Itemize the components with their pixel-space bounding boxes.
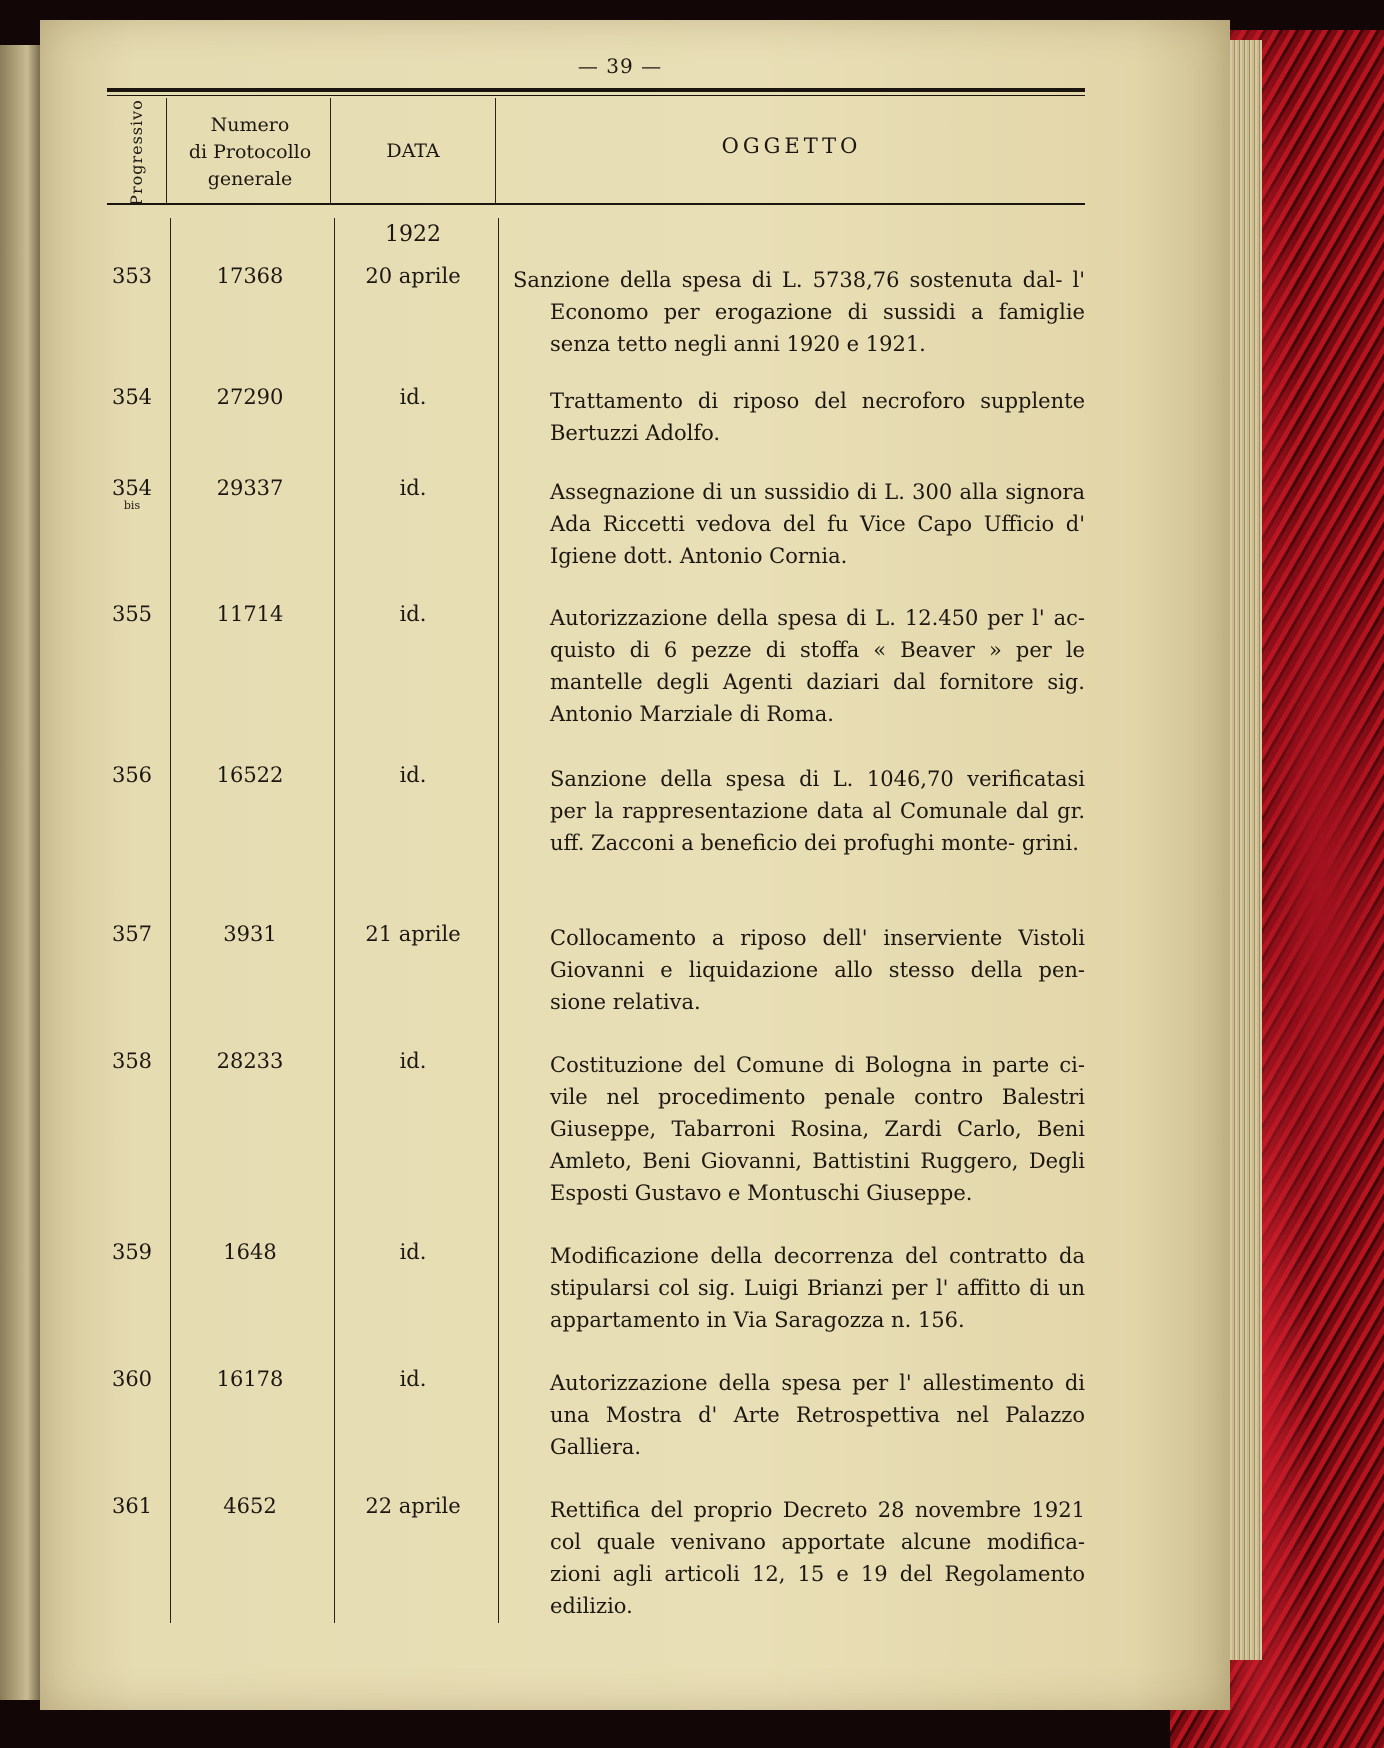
row-oggetto-text: Sanzione della spesa di L. 5738,76 sostenuta dal- l' Economo per erogazione di sussidi a famiglie senza tetto negli anni 1920 e 1921. [513,268,1085,356]
row-data: id. [399,476,427,500]
row-oggetto-text: Assegnazione di un sussidio di L. 300 alla signora Ada Riccetti vedova del fu Vice Capo Ufficio d' Igiene dott. Antonio Cornia. [550,480,1085,568]
row-progressivo-number: 354 [111,476,153,500]
row-oggetto-text: Trattamento di riposo del necroforo supplente Bertuzzi Adolfo. [550,389,1085,445]
year-label: 1922 [385,222,441,247]
row-oggetto-text: Autorizzazione della spesa di L. 12.450 per l' ac- quisto di 6 pezze di stoffa « Beaver » per le mantelle degli Agenti daziari dal fornitore sig. Antonio Marziale di Roma. [550,606,1085,726]
row-numero: 27290 [216,385,284,409]
header-numero [170,112,330,193]
row-oggetto-text: Sanzione della spesa di L. 1046,70 verificatasi per la rappresentazione data al Comunale dal gr. uff. Zacconi a beneficio dei profughi monte- grini. [550,767,1085,855]
row-progressivo: 358 [111,1049,153,1073]
header-oggetto: OGGETTO [721,134,862,158]
row-oggetto-text: Autorizzazione della spesa per l' allestimento di una Mostra d' Arte Retrospettiva nel Palazzo Galliera. [550,1371,1085,1459]
row-progressivo: 353 [111,264,153,288]
facing-page-edge [0,45,45,1700]
header-rule-bottom [107,203,1085,205]
column-divider-1-body [170,218,171,1623]
row-numero: 17368 [216,264,284,288]
header-data: DATA [386,140,440,162]
row-progressivo [100,476,164,512]
row-data: 22 aprile [365,1494,461,1518]
row-oggetto [513,1049,1085,1209]
row-progressivo: 354 [111,385,153,409]
row-oggetto-text: Rettifica del proprio Decreto 28 novembre 1921 col quale venivano apportate alcune modifica- zioni agli articoli 12, 15 e 19 del Regolamento edilizio. [550,1498,1085,1618]
header-rule-top-thin [107,95,1085,96]
column-divider-3 [495,98,496,204]
row-data: id. [399,763,427,787]
row-oggetto [513,922,1085,1018]
row-progressivo: 356 [111,763,153,787]
row-progressivo: 360 [111,1367,153,1391]
column-divider-2 [330,98,331,204]
header-progressivo [110,100,162,204]
row-progressivo: 357 [111,922,153,946]
row-oggetto [513,1367,1085,1463]
row-numero: 11714 [216,602,284,626]
row-oggetto [513,1240,1085,1336]
row-oggetto-text: Collocamento a riposo dell' inserviente Vistoli Giovanni e liquidazione allo stesso della pen- sione relativa. [550,926,1085,1014]
row-oggetto [513,476,1085,572]
row-progressivo-bis: bis [123,499,141,512]
row-numero: 28233 [216,1049,284,1073]
row-numero: 16178 [216,1367,284,1391]
row-numero: 3931 [223,922,277,946]
header-progressivo-label: Progressivo [126,98,146,206]
page-number: — 39 — [577,54,663,78]
row-numero: 4652 [223,1494,277,1518]
row-progressivo: 355 [111,602,153,626]
row-oggetto [513,385,1085,449]
row-numero: 16522 [216,763,284,787]
row-progressivo: 361 [111,1494,153,1518]
row-oggetto [513,264,1085,360]
row-data: 20 aprile [365,264,461,288]
column-divider-2-body [334,218,335,1623]
row-data: id. [399,602,427,626]
row-oggetto [513,602,1085,730]
row-data: 21 aprile [365,922,461,946]
header-numero-line-1: Numero [210,114,290,136]
row-progressivo: 359 [111,1240,153,1264]
column-divider-3-body [498,218,499,1623]
row-data: id. [399,385,427,409]
row-numero: 29337 [216,476,284,500]
header-numero-line-2: di Protocollo [188,141,312,163]
row-oggetto-text: Modificazione della decorrenza del contratto da stipularsi col sig. Luigi Brianzi per l' affitto di un appartamento in Via Saragozza n. 156. [550,1244,1085,1332]
row-data: id. [399,1367,427,1391]
column-divider-1 [166,98,167,204]
row-data: id. [399,1049,427,1073]
header-numero-line-3: generale [207,168,293,190]
header-rule-top [107,88,1085,92]
row-oggetto [513,1494,1085,1622]
row-oggetto [513,763,1085,859]
row-numero: 1648 [223,1240,277,1264]
row-data: id. [399,1240,427,1264]
row-oggetto-text: Costituzione del Comune di Bologna in parte ci- vile nel procedimento penale contro Balestri Giuseppe, Tabarroni Rosina, Zardi Carlo, Beni Amleto, Beni Giovanni, Battistini Ruggero, Degli Esposti Gustavo e Montuschi Giuseppe. [550,1053,1085,1205]
